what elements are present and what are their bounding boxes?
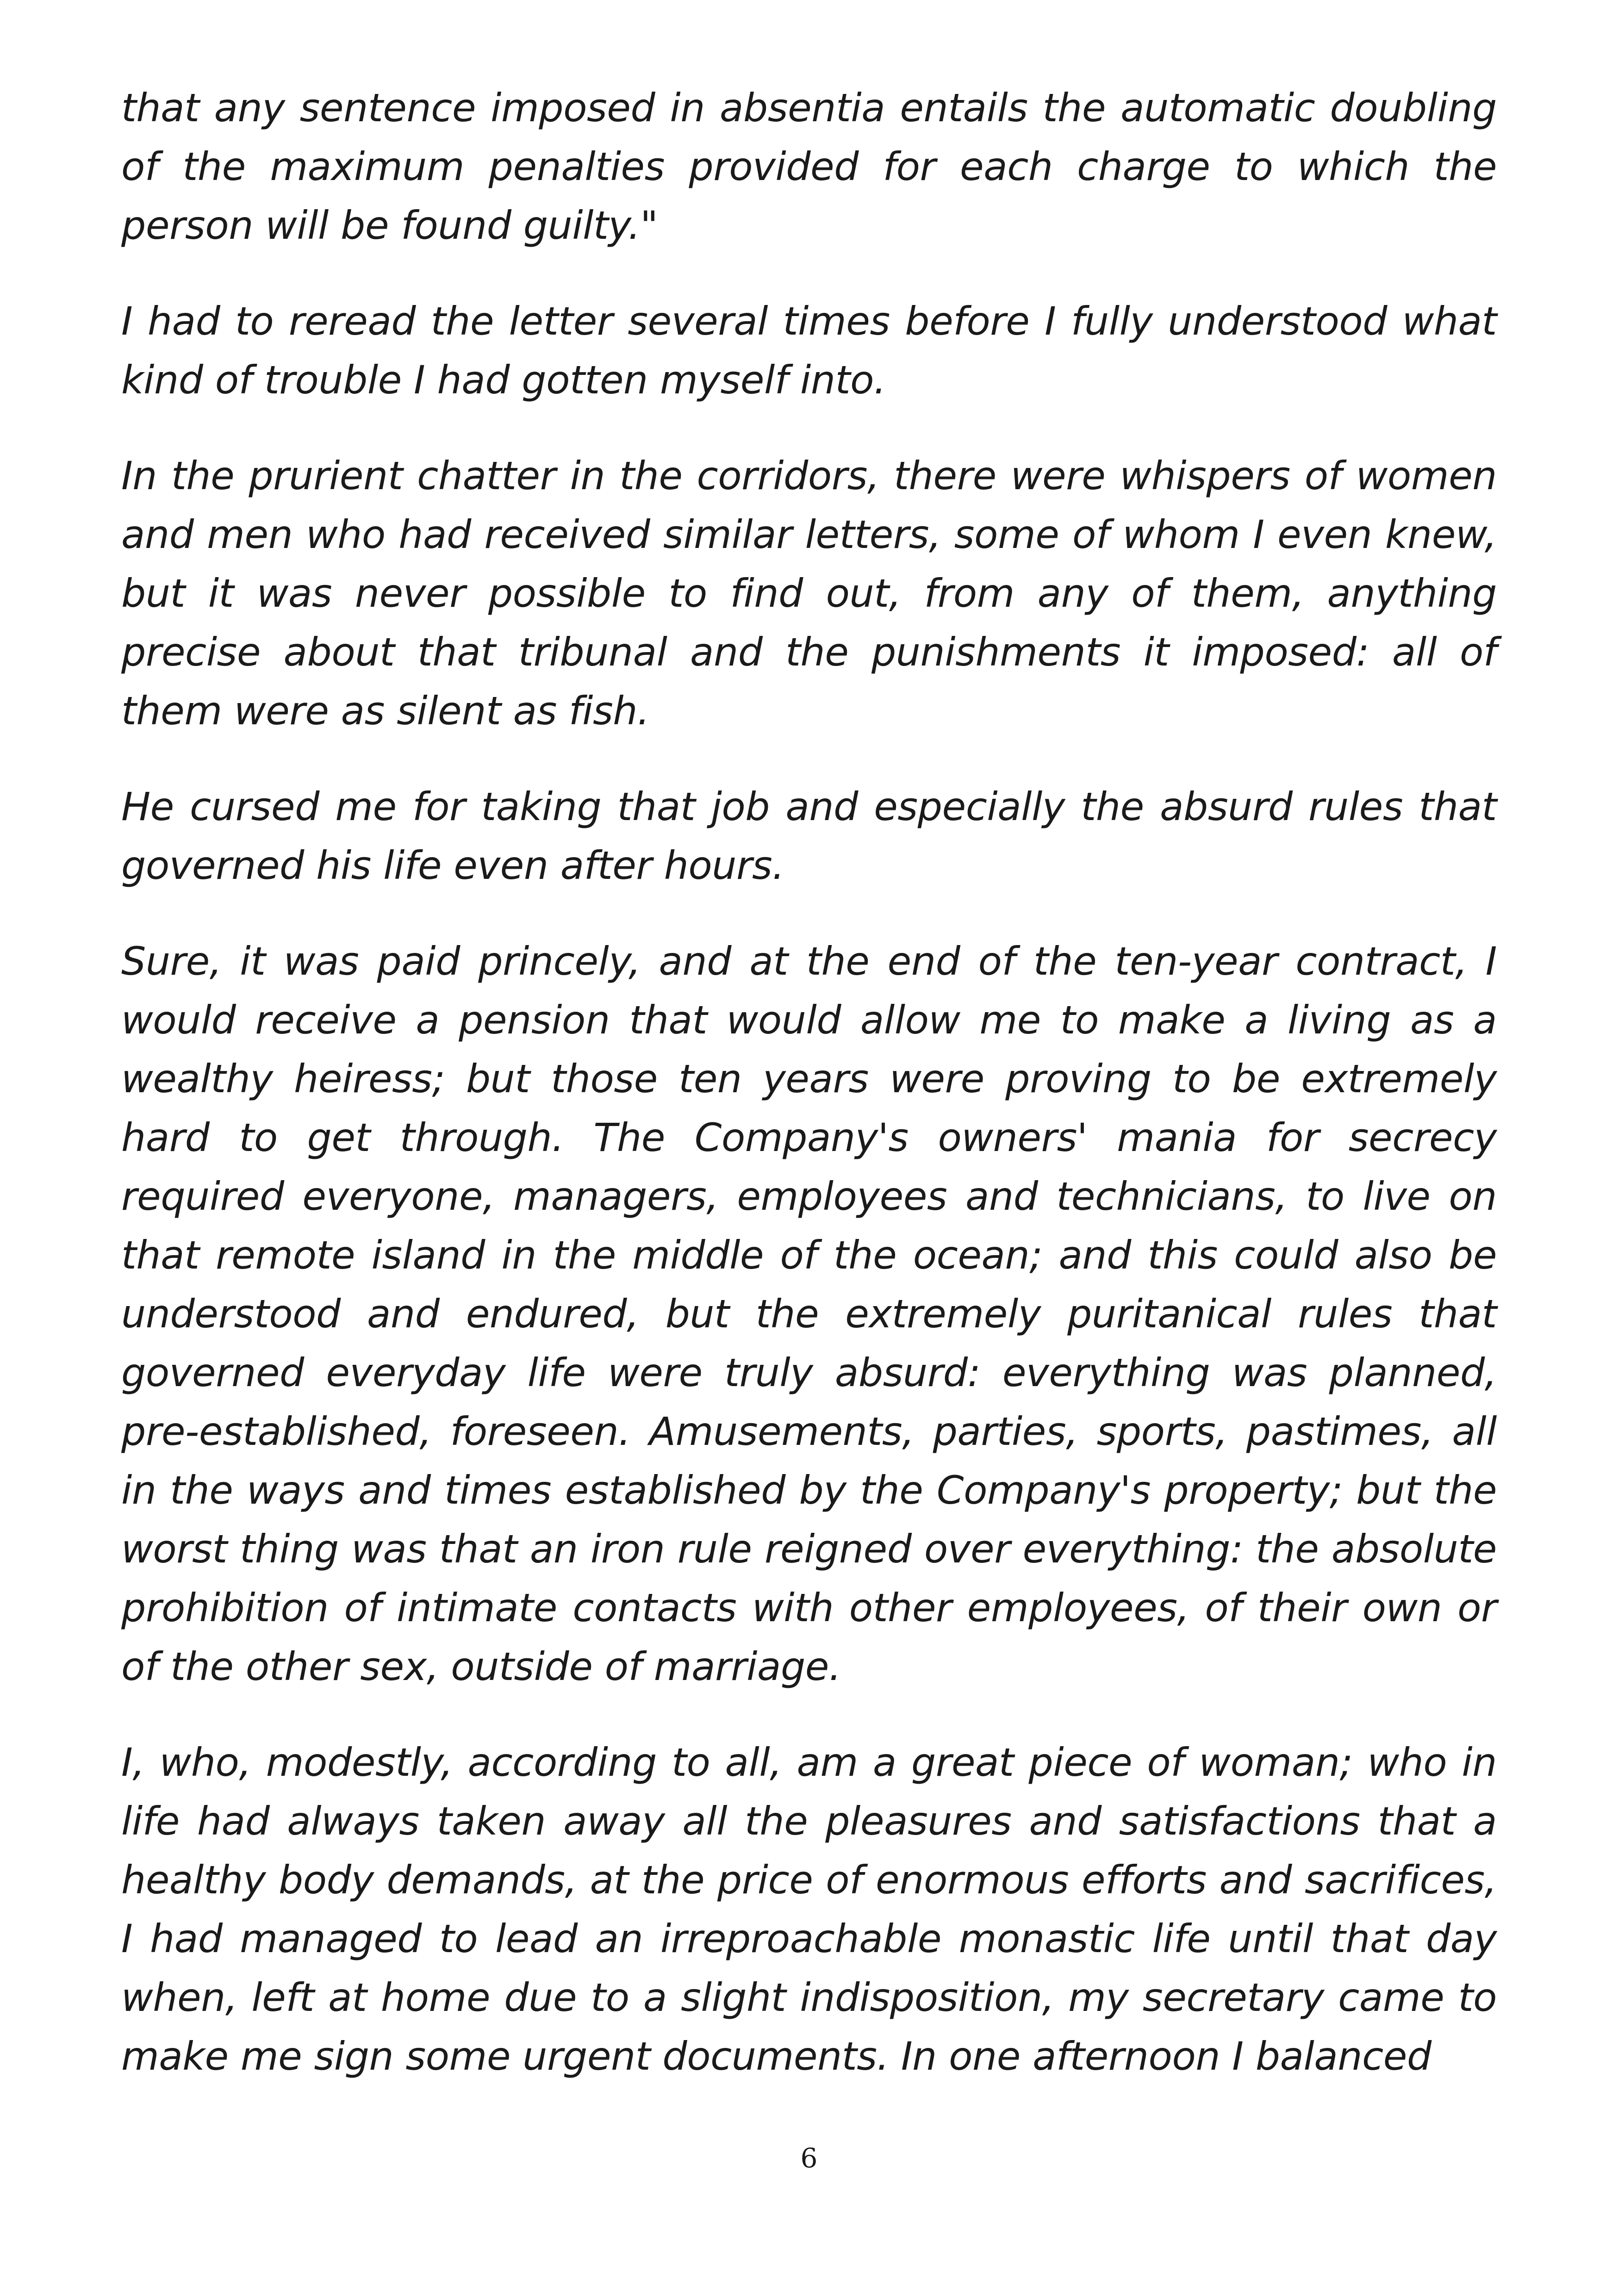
paragraph: He cursed me for taking that job and especially the absurd rules that governed his life even after hours. [121,784,1497,888]
paragraph: Sure, it was paid princely, and at the end of the ten-year contract, I would receive a pension that would allow me to make a living as a wealthy heiress; but those ten years were proving to be extremely hard to get through. The Company's owners' mania for secrecy required everyone, managers, employees and technicians, to live on that remote island in the middle of the ocean; and this could also be understood and endured, but the extremely puritanical rules that governed everyday life were truly absurd: everything was planned, pre-established, foreseen. Amusements, parties, sports, pastimes, all in the ways and times established by the Company's property; but the worst thing was that an iron rule reigned over everything: the absolute prohibition of intimate contacts with other employees, of their own or of the other sex, outside of marriage. [121,939,1497,1689]
paragraph: I, who, modestly, according to all, am a great piece of woman; who in life had always taken away all the pleasures and satisfactions that a healthy body demands, at the price of enormous efforts and sacrifices, I had managed to lead an irreproachable monastic life until that day when, left at home due to a slight indisposition, my secretary came to make me sign some urgent documents. In one afternoon I balanced [121,1740,1497,2079]
page-number: 6 [800,2142,818,2174]
paragraph: that any sentence imposed in absentia entails the automatic doubling of the maximum penalties provided for each charge to which the person will be found guilty." [121,85,1497,248]
page-body [121,79,1497,2123]
paragraph: In the prurient chatter in the corridors, there were whispers of women and men who had received similar letters, some of whom I even knew, but it was never possible to find out, from any of them, anything precise about that tribunal and the punishments it imposed: all of them were as silent as fish. [121,453,1497,734]
paragraph: I had to reread the letter several times before I fully understood what kind of trouble I had gotten myself into. [121,299,1497,403]
